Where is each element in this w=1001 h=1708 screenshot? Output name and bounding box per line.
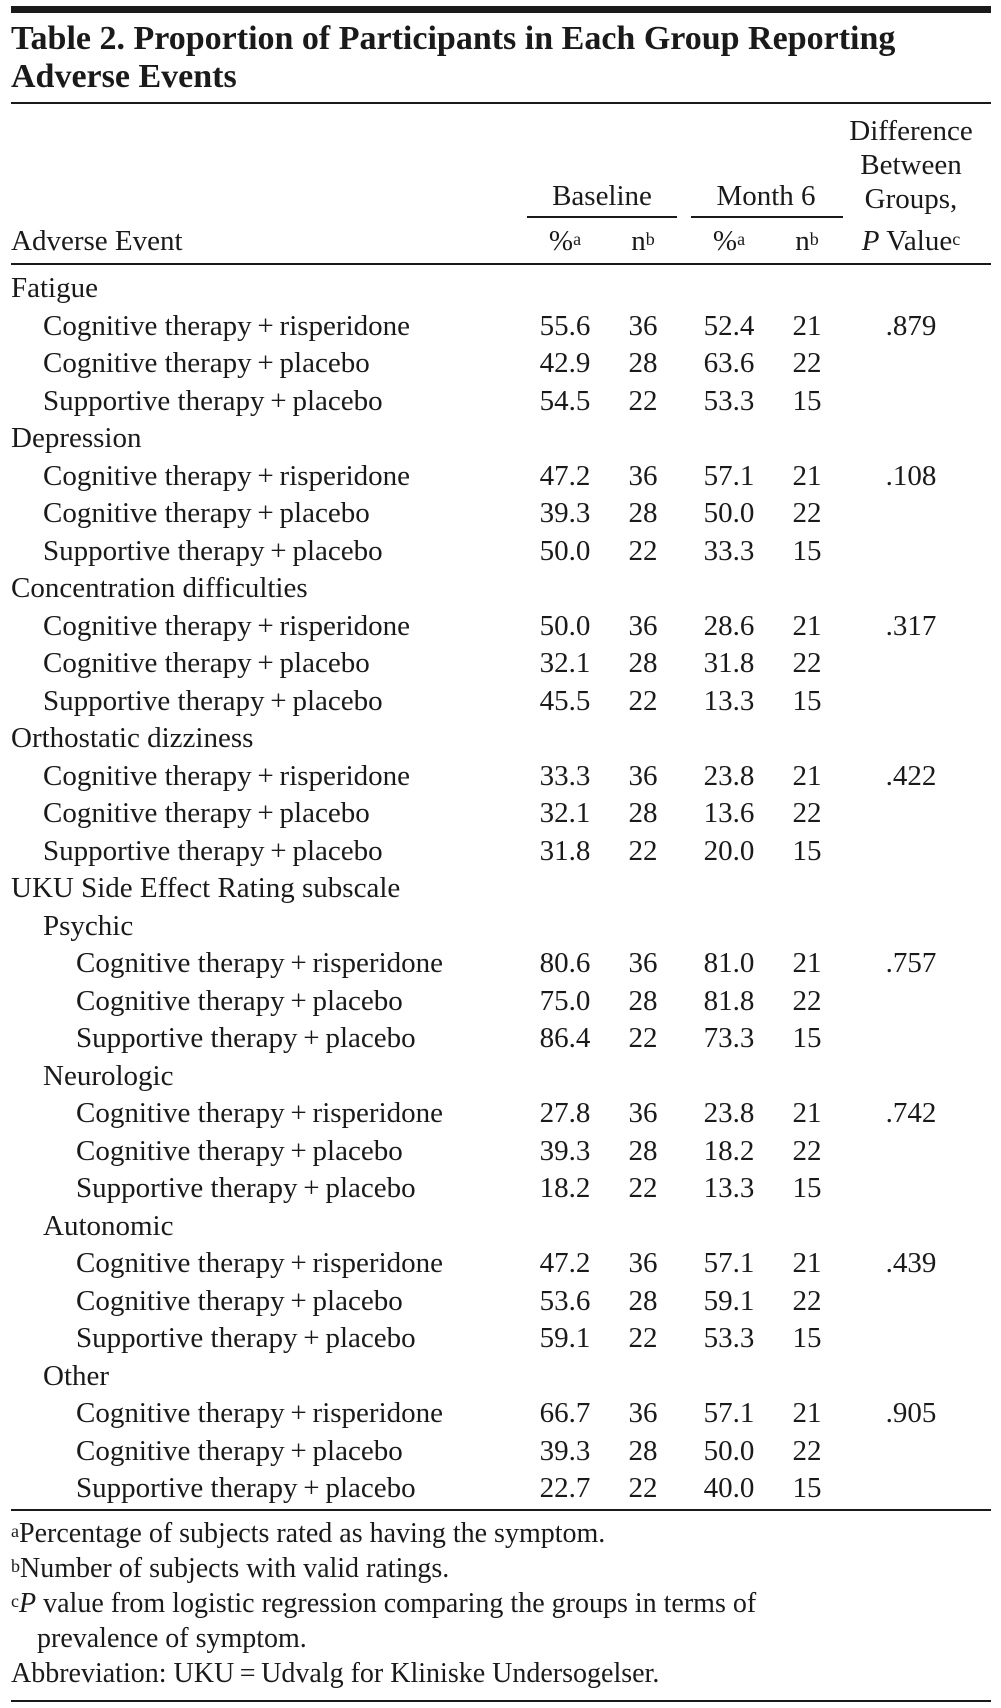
- baseline-percent-cell: 54.5: [539, 384, 591, 417]
- baseline-n-cell: 22: [628, 1022, 658, 1054]
- baseline-n-cell: 28: [628, 347, 658, 379]
- month6-n-cell: 15: [792, 384, 822, 417]
- footnote-b: $^b$Number of subjects with valid ratings.: [11, 1553, 450, 1584]
- row-label: Cognitive therapy + placebo: [76, 1434, 403, 1467]
- abbreviation-note: Abbreviation: UKU = Udvalg for Kliniske Undersogelser.: [11, 1658, 660, 1689]
- month6-n-cell: 22: [792, 984, 822, 1017]
- header-rule: [11, 263, 991, 265]
- table-row: [11, 383, 991, 421]
- baseline-percent-cell: 31.8: [539, 834, 591, 867]
- footnote-a: $^a$Percentage of subjects rated as having the symptom.: [11, 1518, 606, 1549]
- month6-percent-cell: 73.3: [703, 1022, 755, 1054]
- row-label: Supportive therapy + placebo: [76, 1022, 416, 1054]
- row-label: Cognitive therapy + risperidone: [43, 459, 411, 492]
- table-row: [11, 1133, 991, 1171]
- table-row: [11, 1470, 991, 1508]
- month6-percent-cell: 28.6: [703, 609, 755, 642]
- subcategory-row: [11, 1058, 991, 1096]
- table-row: [11, 945, 991, 983]
- baseline-percent-cell: 47.2: [539, 1247, 591, 1279]
- month6-percent-cell: 13.3: [703, 1172, 755, 1204]
- row-label: Fatigue: [11, 272, 98, 304]
- subcategory-row: [11, 908, 991, 946]
- month6-percent-cell: 33.3: [703, 534, 755, 567]
- month6-percent-cell: 52.4: [703, 309, 755, 342]
- month6-n-cell: 22: [792, 1284, 822, 1317]
- row-label: Cognitive therapy + risperidone: [76, 1397, 444, 1429]
- row-label: Supportive therapy + placebo: [43, 534, 383, 567]
- month6-percent-cell: 23.8: [703, 1097, 755, 1129]
- table-row: [11, 833, 991, 871]
- baseline-n-cell: 36: [628, 309, 658, 342]
- row-label: Cognitive therapy + risperidone: [43, 759, 411, 792]
- table-row: [11, 983, 991, 1021]
- table-bottom-rule: [11, 1509, 991, 1511]
- baseline-n-cell: 36: [628, 609, 658, 642]
- table-row: [11, 795, 991, 833]
- baseline-percent-cell: 45.5: [539, 684, 591, 717]
- table-row: [11, 1095, 991, 1133]
- row-label: Cognitive therapy + risperidone: [43, 609, 411, 642]
- baseline-percent-cell: 86.4: [539, 1022, 591, 1054]
- row-label: Cognitive therapy + risperidone: [76, 947, 444, 979]
- row-label: Cognitive therapy + placebo: [43, 497, 370, 529]
- baseline-percent-cell: 47.2: [539, 459, 591, 492]
- month6-percent-cell: 23.8: [703, 759, 755, 792]
- table-row: [11, 1433, 991, 1471]
- subcategory-row: [11, 1358, 991, 1396]
- month6-n-cell: 21: [792, 309, 822, 342]
- baseline-n-cell: 36: [628, 459, 658, 492]
- category-row: [11, 870, 991, 908]
- header-month6-n: $n^b$: [795, 225, 819, 257]
- p-value-cell: .757: [885, 947, 937, 979]
- table-row: [11, 308, 991, 346]
- baseline-n-cell: 28: [628, 984, 658, 1017]
- month6-percent-cell: 50.0: [703, 497, 755, 529]
- month6-n-cell: 21: [792, 1247, 822, 1279]
- baseline-percent-cell: 50.0: [539, 534, 591, 567]
- baseline-n-cell: 22: [628, 384, 658, 417]
- row-label: Other: [43, 1359, 110, 1392]
- baseline-n-cell: 36: [628, 1097, 658, 1129]
- table-row: [11, 608, 991, 646]
- month6-percent-cell: 13.3: [703, 684, 755, 717]
- baseline-percent-cell: 22.7: [539, 1472, 591, 1504]
- month6-percent-cell: 57.1: [703, 1247, 755, 1279]
- table-row: [11, 458, 991, 496]
- month6-n-cell: 15: [792, 1022, 822, 1054]
- category-row: [11, 720, 991, 758]
- month6-percent-cell: 40.0: [703, 1472, 755, 1504]
- table-row: [11, 1170, 991, 1208]
- p-value-cell: .317: [885, 609, 937, 642]
- header-p-value: P Value$^c$: [861, 225, 961, 257]
- row-label: Cognitive therapy + placebo: [43, 347, 370, 379]
- month6-percent-cell: 57.1: [703, 1397, 755, 1429]
- row-label: Cognitive therapy + risperidone: [43, 309, 411, 342]
- table-row: [11, 1245, 991, 1283]
- month6-percent-cell: 63.6: [703, 347, 755, 379]
- baseline-n-cell: 36: [628, 1397, 658, 1429]
- p-value-cell: .439: [885, 1247, 937, 1279]
- row-label: Cognitive therapy + placebo: [43, 647, 370, 679]
- month6-n-cell: 22: [792, 1134, 822, 1167]
- row-label: Concentration difficulties: [11, 572, 308, 604]
- baseline-percent-cell: 18.2: [539, 1172, 591, 1204]
- month6-percent-cell: 20.0: [703, 834, 755, 867]
- table-row: [11, 1320, 991, 1358]
- baseline-n-cell: 22: [628, 1172, 658, 1204]
- month6-n-cell: 15: [792, 1472, 822, 1504]
- footnote-c: $^c$P value from logistic regression comparing the groups in terms of: [11, 1588, 757, 1619]
- month6-percent-cell: 81.0: [703, 947, 755, 979]
- table-row: [11, 1283, 991, 1321]
- baseline-percent-cell: 50.0: [539, 609, 591, 642]
- header-difference-line2: Between: [860, 149, 962, 181]
- header-adverse-event: Adverse Event: [11, 225, 183, 257]
- month6-n-cell: 21: [792, 459, 822, 492]
- p-value-cell: .905: [885, 1397, 937, 1429]
- header-baseline: Baseline: [552, 180, 652, 212]
- row-label: Cognitive therapy + placebo: [76, 1284, 403, 1317]
- header-baseline-n: $n^b$: [631, 225, 655, 257]
- month6-percent-cell: 81.8: [703, 984, 755, 1017]
- month6-percent-cell: 13.6: [703, 797, 755, 829]
- table-row: [11, 533, 991, 571]
- category-row: [11, 570, 991, 608]
- baseline-n-cell: 22: [628, 1322, 658, 1354]
- baseline-n-cell: 28: [628, 797, 658, 829]
- row-label: Supportive therapy + placebo: [43, 684, 383, 717]
- footnote-c-continued: prevalence of symptom.: [37, 1623, 307, 1654]
- month6-n-cell: 22: [792, 497, 822, 529]
- month6-n-cell: 22: [792, 1434, 822, 1467]
- month6-n-cell: 22: [792, 347, 822, 379]
- baseline-percent-cell: 75.0: [539, 984, 591, 1017]
- category-row: [11, 270, 991, 308]
- month6-n-cell: 21: [792, 1397, 822, 1429]
- month6-n-cell: 21: [792, 947, 822, 979]
- row-label: Orthostatic dizziness: [11, 722, 254, 754]
- baseline-n-cell: 22: [628, 684, 658, 717]
- baseline-percent-cell: 55.6: [539, 309, 591, 342]
- p-value-cell: .108: [885, 459, 937, 492]
- baseline-percent-cell: 32.1: [539, 797, 591, 829]
- month6-percent-cell: 53.3: [703, 384, 755, 417]
- row-label: Supportive therapy + placebo: [43, 834, 383, 867]
- baseline-n-cell: 22: [628, 1472, 658, 1504]
- month6-percent-cell: 59.1: [703, 1284, 755, 1317]
- subcategory-row: [11, 1208, 991, 1246]
- baseline-percent-cell: 66.7: [539, 1397, 591, 1429]
- header-month6: Month 6: [716, 180, 816, 212]
- header-difference-line3: Groups,: [864, 183, 958, 215]
- row-label: Supportive therapy + placebo: [76, 1172, 416, 1204]
- table-row: [11, 683, 991, 721]
- baseline-n-cell: 22: [628, 834, 658, 867]
- row-label: Depression: [11, 422, 142, 454]
- header-difference: [831, 114, 991, 216]
- month6-n-cell: 21: [792, 1097, 822, 1129]
- baseline-n-cell: 22: [628, 534, 658, 567]
- table-row: [11, 645, 991, 683]
- row-label: Supportive therapy + placebo: [76, 1322, 416, 1354]
- table-row: [11, 345, 991, 383]
- title-rule: [11, 102, 991, 104]
- baseline-percent-cell: 39.3: [539, 1134, 591, 1167]
- row-label: UKU Side Effect Rating subscale: [11, 872, 401, 904]
- month6-percent-cell: 31.8: [703, 647, 755, 679]
- baseline-percent-cell: 27.8: [539, 1097, 591, 1129]
- baseline-percent-cell: 33.3: [539, 759, 591, 792]
- row-label: Psychic: [43, 909, 134, 942]
- footnotes: [11, 1516, 991, 1691]
- top-heavy-rule: [11, 6, 991, 13]
- baseline-n-cell: 28: [628, 1134, 658, 1167]
- month6-n-cell: 15: [792, 534, 822, 567]
- row-label: Cognitive therapy + placebo: [43, 797, 370, 829]
- month6-n-cell: 22: [792, 797, 822, 829]
- category-row: [11, 420, 991, 458]
- table-title: Table 2. Proportion of Participants in Each Group Reporting Adverse Events: [11, 20, 896, 95]
- baseline-n-cell: 28: [628, 1284, 658, 1317]
- month6-percent-cell: 18.2: [703, 1134, 755, 1167]
- month6-n-cell: 15: [792, 834, 822, 867]
- row-label: Cognitive therapy + placebo: [76, 984, 403, 1017]
- month6-spanner-rule: [691, 216, 843, 218]
- row-label: Supportive therapy + placebo: [76, 1472, 416, 1504]
- row-label: Cognitive therapy + risperidone: [76, 1097, 444, 1129]
- row-label: Neurologic: [43, 1059, 174, 1092]
- table-row: [11, 1395, 991, 1433]
- p-value-cell: .422: [885, 759, 937, 792]
- baseline-percent-cell: 39.3: [539, 497, 591, 529]
- table-body: [11, 270, 991, 1508]
- header-baseline-percent: %$^a$: [548, 225, 582, 257]
- row-label: Cognitive therapy + risperidone: [76, 1247, 444, 1279]
- month6-percent-cell: 50.0: [703, 1434, 755, 1467]
- row-label: Cognitive therapy + placebo: [76, 1134, 403, 1167]
- month6-percent-cell: 57.1: [703, 459, 755, 492]
- baseline-spanner-rule: [527, 216, 677, 218]
- row-label: Supportive therapy + placebo: [43, 384, 383, 417]
- baseline-n-cell: 36: [628, 1247, 658, 1279]
- header-month6-percent: %$^a$: [712, 225, 746, 257]
- month6-n-cell: 21: [792, 609, 822, 642]
- baseline-percent-cell: 39.3: [539, 1434, 591, 1467]
- baseline-n-cell: 28: [628, 647, 658, 679]
- p-value-cell: .742: [885, 1097, 937, 1129]
- baseline-percent-cell: 53.6: [539, 1284, 591, 1317]
- baseline-percent-cell: 32.1: [539, 647, 591, 679]
- month6-n-cell: 15: [792, 1322, 822, 1354]
- baseline-percent-cell: 42.9: [539, 347, 591, 379]
- bottom-rule: [11, 1700, 991, 1702]
- baseline-n-cell: 36: [628, 947, 658, 979]
- header-difference-line1: Difference: [849, 115, 973, 147]
- table-row: [11, 495, 991, 533]
- baseline-percent-cell: 59.1: [539, 1322, 591, 1354]
- table-row: [11, 1020, 991, 1058]
- table-row: [11, 758, 991, 796]
- month6-percent-cell: 53.3: [703, 1322, 755, 1354]
- month6-n-cell: 21: [792, 759, 822, 792]
- month6-n-cell: 15: [792, 1172, 822, 1204]
- p-value-cell: .879: [885, 309, 937, 342]
- baseline-percent-cell: 80.6: [539, 947, 591, 979]
- month6-n-cell: 22: [792, 647, 822, 679]
- baseline-n-cell: 28: [628, 1434, 658, 1467]
- row-label: Autonomic: [43, 1209, 174, 1242]
- baseline-n-cell: 36: [628, 759, 658, 792]
- month6-n-cell: 15: [792, 684, 822, 717]
- baseline-n-cell: 28: [628, 497, 658, 529]
